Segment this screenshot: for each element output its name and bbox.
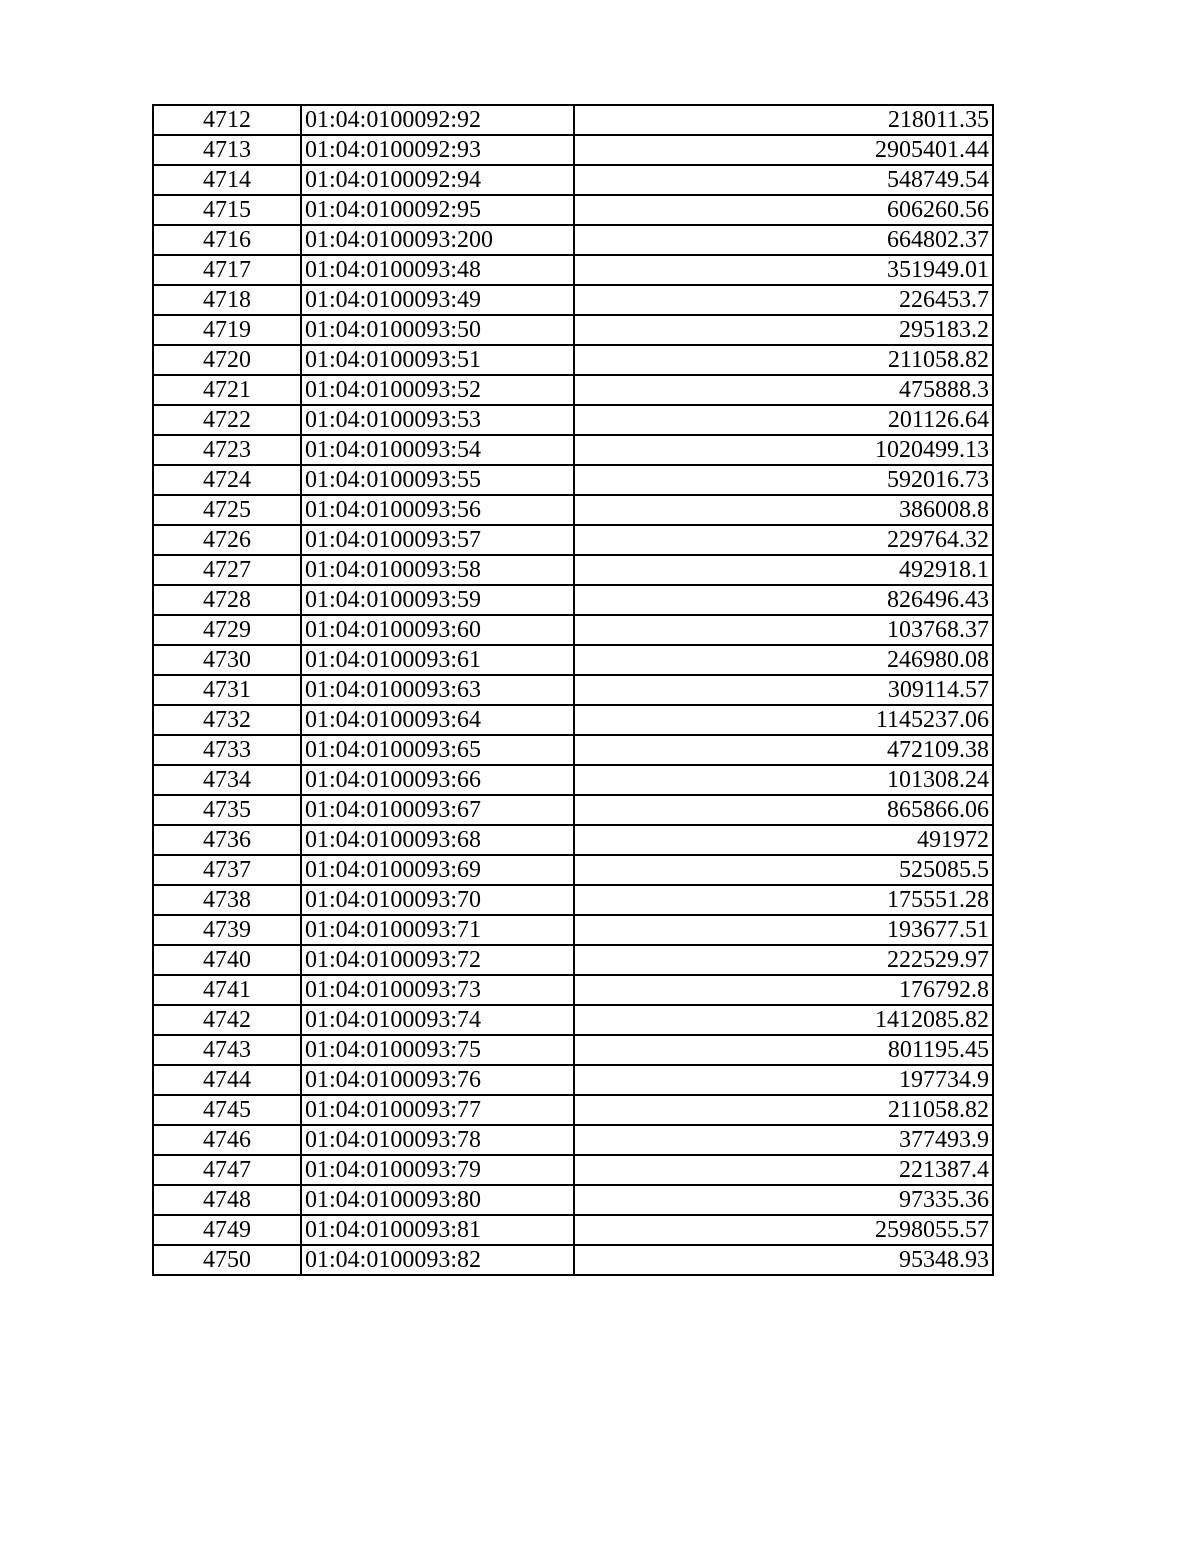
table-row: [153, 1035, 993, 1065]
table-row: [153, 645, 993, 675]
cadastral-number-cell: 01:04:0100093:70: [301, 885, 574, 915]
row-number-cell: 4720: [153, 345, 301, 375]
row-number-cell: 4745: [153, 1095, 301, 1125]
value-cell: 386008.8: [574, 495, 993, 525]
row-number-cell: 4725: [153, 495, 301, 525]
value-cell: 525085.5: [574, 855, 993, 885]
row-number-cell: 4747: [153, 1155, 301, 1185]
cadastral-number-cell: 01:04:0100093:54: [301, 435, 574, 465]
table-row: [153, 435, 993, 465]
value-cell: 201126.64: [574, 405, 993, 435]
value-cell: 222529.97: [574, 945, 993, 975]
value-cell: 309114.57: [574, 675, 993, 705]
table-row: [153, 225, 993, 255]
cadastral-number-cell: 01:04:0100093:51: [301, 345, 574, 375]
table-row: [153, 465, 993, 495]
cadastral-number-cell: 01:04:0100093:74: [301, 1005, 574, 1035]
value-cell: 229764.32: [574, 525, 993, 555]
cadastral-number-cell: 01:04:0100093:68: [301, 825, 574, 855]
data-table: [152, 104, 994, 1276]
cadastral-number-cell: 01:04:0100093:52: [301, 375, 574, 405]
cadastral-number-cell: 01:04:0100093:77: [301, 1095, 574, 1125]
cadastral-number-cell: 01:04:0100093:49: [301, 285, 574, 315]
cadastral-number-cell: 01:04:0100093:66: [301, 765, 574, 795]
table-row: [153, 315, 993, 345]
table-row: [153, 1245, 993, 1275]
row-number-cell: 4718: [153, 285, 301, 315]
value-cell: 101308.24: [574, 765, 993, 795]
cadastral-number-cell: 01:04:0100092:95: [301, 195, 574, 225]
table-row: [153, 1125, 993, 1155]
table-row: [153, 735, 993, 765]
row-number-cell: 4726: [153, 525, 301, 555]
cadastral-number-cell: 01:04:0100093:50: [301, 315, 574, 345]
table-row: [153, 105, 993, 135]
table-body: [153, 105, 993, 1275]
table-row: [153, 1005, 993, 1035]
table-row: [153, 855, 993, 885]
row-number-cell: 4741: [153, 975, 301, 1005]
row-number-cell: 4713: [153, 135, 301, 165]
table-row: [153, 1095, 993, 1125]
row-number-cell: 4749: [153, 1215, 301, 1245]
value-cell: 664802.37: [574, 225, 993, 255]
cadastral-number-cell: 01:04:0100093:55: [301, 465, 574, 495]
value-cell: 592016.73: [574, 465, 993, 495]
table-row: [153, 795, 993, 825]
cadastral-number-cell: 01:04:0100093:72: [301, 945, 574, 975]
row-number-cell: 4735: [153, 795, 301, 825]
row-number-cell: 4721: [153, 375, 301, 405]
cadastral-number-cell: 01:04:0100093:58: [301, 555, 574, 585]
value-cell: 211058.82: [574, 345, 993, 375]
table-row: [153, 285, 993, 315]
row-number-cell: 4722: [153, 405, 301, 435]
cadastral-number-cell: 01:04:0100092:94: [301, 165, 574, 195]
cadastral-number-cell: 01:04:0100093:63: [301, 675, 574, 705]
value-cell: 377493.9: [574, 1125, 993, 1155]
row-number-cell: 4736: [153, 825, 301, 855]
table-row: [153, 885, 993, 915]
row-number-cell: 4737: [153, 855, 301, 885]
cadastral-number-cell: 01:04:0100093:67: [301, 795, 574, 825]
row-number-cell: 4716: [153, 225, 301, 255]
value-cell: 103768.37: [574, 615, 993, 645]
table-row: [153, 675, 993, 705]
value-cell: 295183.2: [574, 315, 993, 345]
cadastral-number-cell: 01:04:0100093:79: [301, 1155, 574, 1185]
value-cell: 2905401.44: [574, 135, 993, 165]
row-number-cell: 4724: [153, 465, 301, 495]
value-cell: 491972: [574, 825, 993, 855]
table-row: [153, 915, 993, 945]
value-cell: 221387.4: [574, 1155, 993, 1185]
table-row: [153, 555, 993, 585]
value-cell: 246980.08: [574, 645, 993, 675]
table-row: [153, 825, 993, 855]
row-number-cell: 4734: [153, 765, 301, 795]
table-row: [153, 1065, 993, 1095]
table-row: [153, 135, 993, 165]
table-row: [153, 255, 993, 285]
value-cell: 492918.1: [574, 555, 993, 585]
value-cell: 197734.9: [574, 1065, 993, 1095]
row-number-cell: 4730: [153, 645, 301, 675]
row-number-cell: 4727: [153, 555, 301, 585]
row-number-cell: 4723: [153, 435, 301, 465]
value-cell: 2598055.57: [574, 1215, 993, 1245]
row-number-cell: 4744: [153, 1065, 301, 1095]
value-cell: 175551.28: [574, 885, 993, 915]
value-cell: 97335.36: [574, 1185, 993, 1215]
table-row: [153, 975, 993, 1005]
table-row: [153, 1155, 993, 1185]
table-row: [153, 495, 993, 525]
cadastral-number-cell: 01:04:0100093:75: [301, 1035, 574, 1065]
row-number-cell: 4731: [153, 675, 301, 705]
cadastral-number-cell: 01:04:0100092:93: [301, 135, 574, 165]
table-row: [153, 345, 993, 375]
value-cell: 801195.45: [574, 1035, 993, 1065]
value-cell: 826496.43: [574, 585, 993, 615]
cadastral-number-cell: 01:04:0100093:57: [301, 525, 574, 555]
row-number-cell: 4740: [153, 945, 301, 975]
cadastral-number-cell: 01:04:0100093:71: [301, 915, 574, 945]
cadastral-number-cell: 01:04:0100093:73: [301, 975, 574, 1005]
value-cell: 606260.56: [574, 195, 993, 225]
row-number-cell: 4714: [153, 165, 301, 195]
value-cell: 211058.82: [574, 1095, 993, 1125]
value-cell: 865866.06: [574, 795, 993, 825]
cadastral-number-cell: 01:04:0100093:81: [301, 1215, 574, 1245]
table-row: [153, 585, 993, 615]
value-cell: 218011.35: [574, 105, 993, 135]
row-number-cell: 4732: [153, 705, 301, 735]
row-number-cell: 4748: [153, 1185, 301, 1215]
value-cell: 475888.3: [574, 375, 993, 405]
cadastral-number-cell: 01:04:0100092:92: [301, 105, 574, 135]
cadastral-number-cell: 01:04:0100093:76: [301, 1065, 574, 1095]
row-number-cell: 4717: [153, 255, 301, 285]
table-row: [153, 1185, 993, 1215]
row-number-cell: 4733: [153, 735, 301, 765]
cadastral-number-cell: 01:04:0100093:80: [301, 1185, 574, 1215]
table-row: [153, 405, 993, 435]
value-cell: 472109.38: [574, 735, 993, 765]
cadastral-number-cell: 01:04:0100093:60: [301, 615, 574, 645]
value-cell: 1412085.82: [574, 1005, 993, 1035]
table-row: [153, 765, 993, 795]
row-number-cell: 4712: [153, 105, 301, 135]
cadastral-number-cell: 01:04:0100093:200: [301, 225, 574, 255]
table-row: [153, 375, 993, 405]
row-number-cell: 4742: [153, 1005, 301, 1035]
row-number-cell: 4743: [153, 1035, 301, 1065]
table-row: [153, 195, 993, 225]
row-number-cell: 4729: [153, 615, 301, 645]
row-number-cell: 4739: [153, 915, 301, 945]
cadastral-number-cell: 01:04:0100093:78: [301, 1125, 574, 1155]
table-row: [153, 165, 993, 195]
table-row: [153, 945, 993, 975]
cadastral-number-cell: 01:04:0100093:59: [301, 585, 574, 615]
cadastral-number-cell: 01:04:0100093:53: [301, 405, 574, 435]
table-row: [153, 525, 993, 555]
cadastral-number-cell: 01:04:0100093:56: [301, 495, 574, 525]
row-number-cell: 4738: [153, 885, 301, 915]
value-cell: 95348.93: [574, 1245, 993, 1275]
table-row: [153, 705, 993, 735]
row-number-cell: 4750: [153, 1245, 301, 1275]
row-number-cell: 4719: [153, 315, 301, 345]
value-cell: 176792.8: [574, 975, 993, 1005]
row-number-cell: 4746: [153, 1125, 301, 1155]
cadastral-number-cell: 01:04:0100093:61: [301, 645, 574, 675]
cadastral-number-cell: 01:04:0100093:64: [301, 705, 574, 735]
value-cell: 193677.51: [574, 915, 993, 945]
value-cell: 1020499.13: [574, 435, 993, 465]
cadastral-number-cell: 01:04:0100093:69: [301, 855, 574, 885]
cadastral-number-cell: 01:04:0100093:65: [301, 735, 574, 765]
value-cell: 226453.7: [574, 285, 993, 315]
value-cell: 1145237.06: [574, 705, 993, 735]
value-cell: 351949.01: [574, 255, 993, 285]
cadastral-number-cell: 01:04:0100093:82: [301, 1245, 574, 1275]
table-row: [153, 615, 993, 645]
row-number-cell: 4728: [153, 585, 301, 615]
cadastral-number-cell: 01:04:0100093:48: [301, 255, 574, 285]
value-cell: 548749.54: [574, 165, 993, 195]
row-number-cell: 4715: [153, 195, 301, 225]
table-row: [153, 1215, 993, 1245]
